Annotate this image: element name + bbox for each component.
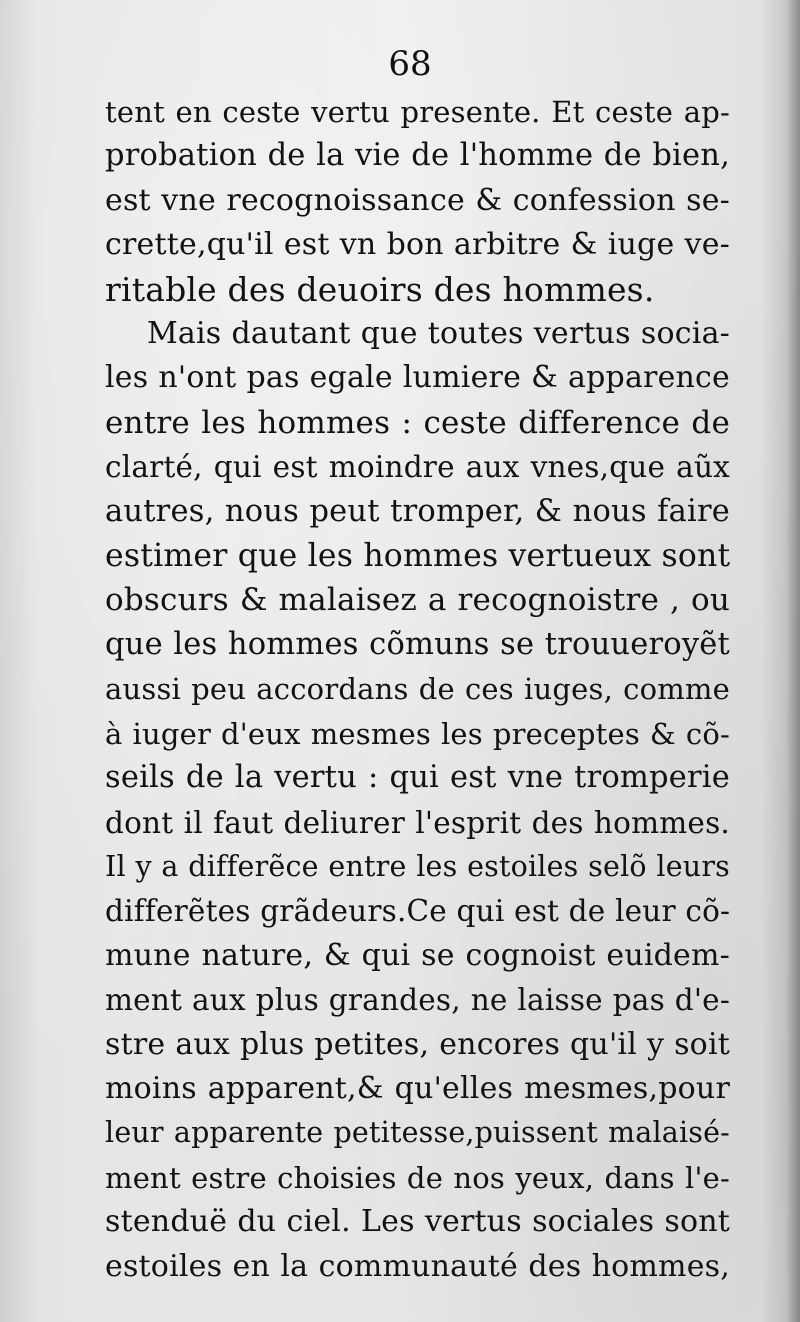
text-line: que les hommes cõmuns se trouueroyẽt bbox=[105, 626, 730, 662]
text-line: tent en ceste vertu presente. Et ceste ap- bbox=[105, 95, 730, 129]
text-line: estoiles en la communauté des hommes, bbox=[105, 1248, 730, 1284]
text-line: les n'ont pas egale lumiere & apparence bbox=[105, 360, 730, 396]
text-line: mune nature, & qui se cognoist euidem- bbox=[105, 937, 730, 973]
text-line: estimer que les hommes vertueux sont bbox=[105, 538, 731, 575]
text-line: crette,qu'il est vn bon arbitre & iuge ve- bbox=[105, 227, 730, 263]
text-line: stre aux plus petites, encores qu'il y soit bbox=[105, 1026, 730, 1062]
text-line: Mais dautant que toutes vertus socia- bbox=[147, 316, 730, 352]
text-line: ritable des deuoirs des hommes. bbox=[105, 269, 655, 309]
text-line: aussi peu accordans de ces iuges, comme bbox=[105, 672, 730, 707]
text-line: est vne recognoissance & confession se- bbox=[105, 182, 730, 218]
page-edge-shadow bbox=[786, 0, 800, 1322]
text-line: autres, nous peut tromper, & nous faire bbox=[105, 493, 730, 529]
body-text bbox=[105, 90, 730, 1289]
page-number: 68 bbox=[388, 44, 432, 84]
text-line: seils de la vertu : qui est vne tromperie bbox=[105, 760, 730, 796]
text-line: differẽtes grãdeurs.Ce qui est de leur cõ- bbox=[105, 894, 731, 929]
text-line: stenduë du ciel. Les vertus sociales sont bbox=[105, 1204, 730, 1240]
text-line: dont il faut deliurer l'esprit des hommes. bbox=[105, 805, 730, 840]
text-line: entre les hommes : ceste difference de bbox=[105, 404, 730, 441]
text-line: obscurs & malaisez a recognoistre , ou bbox=[105, 582, 730, 619]
text-line: leur apparente petitesse,puissent malaisé- bbox=[105, 1116, 730, 1150]
text-line: ment aux plus grandes, ne laisse pas d'e- bbox=[105, 983, 730, 1018]
text-line: moins apparent,& qu'elles mesmes,pour bbox=[105, 1070, 730, 1106]
text-line: à iuger d'eux mesmes les preceptes & cõ- bbox=[105, 716, 730, 751]
text-line: probation de la vie de l'homme de bien, bbox=[105, 138, 730, 174]
text-line: Il y a differẽce entre les estoiles selõ leurs bbox=[105, 849, 730, 883]
text-line: ment estre choisies de nos yeux, dans l'e- bbox=[105, 1160, 730, 1195]
text-line: clarté, qui est moindre aux vnes,que aũx bbox=[105, 450, 730, 485]
